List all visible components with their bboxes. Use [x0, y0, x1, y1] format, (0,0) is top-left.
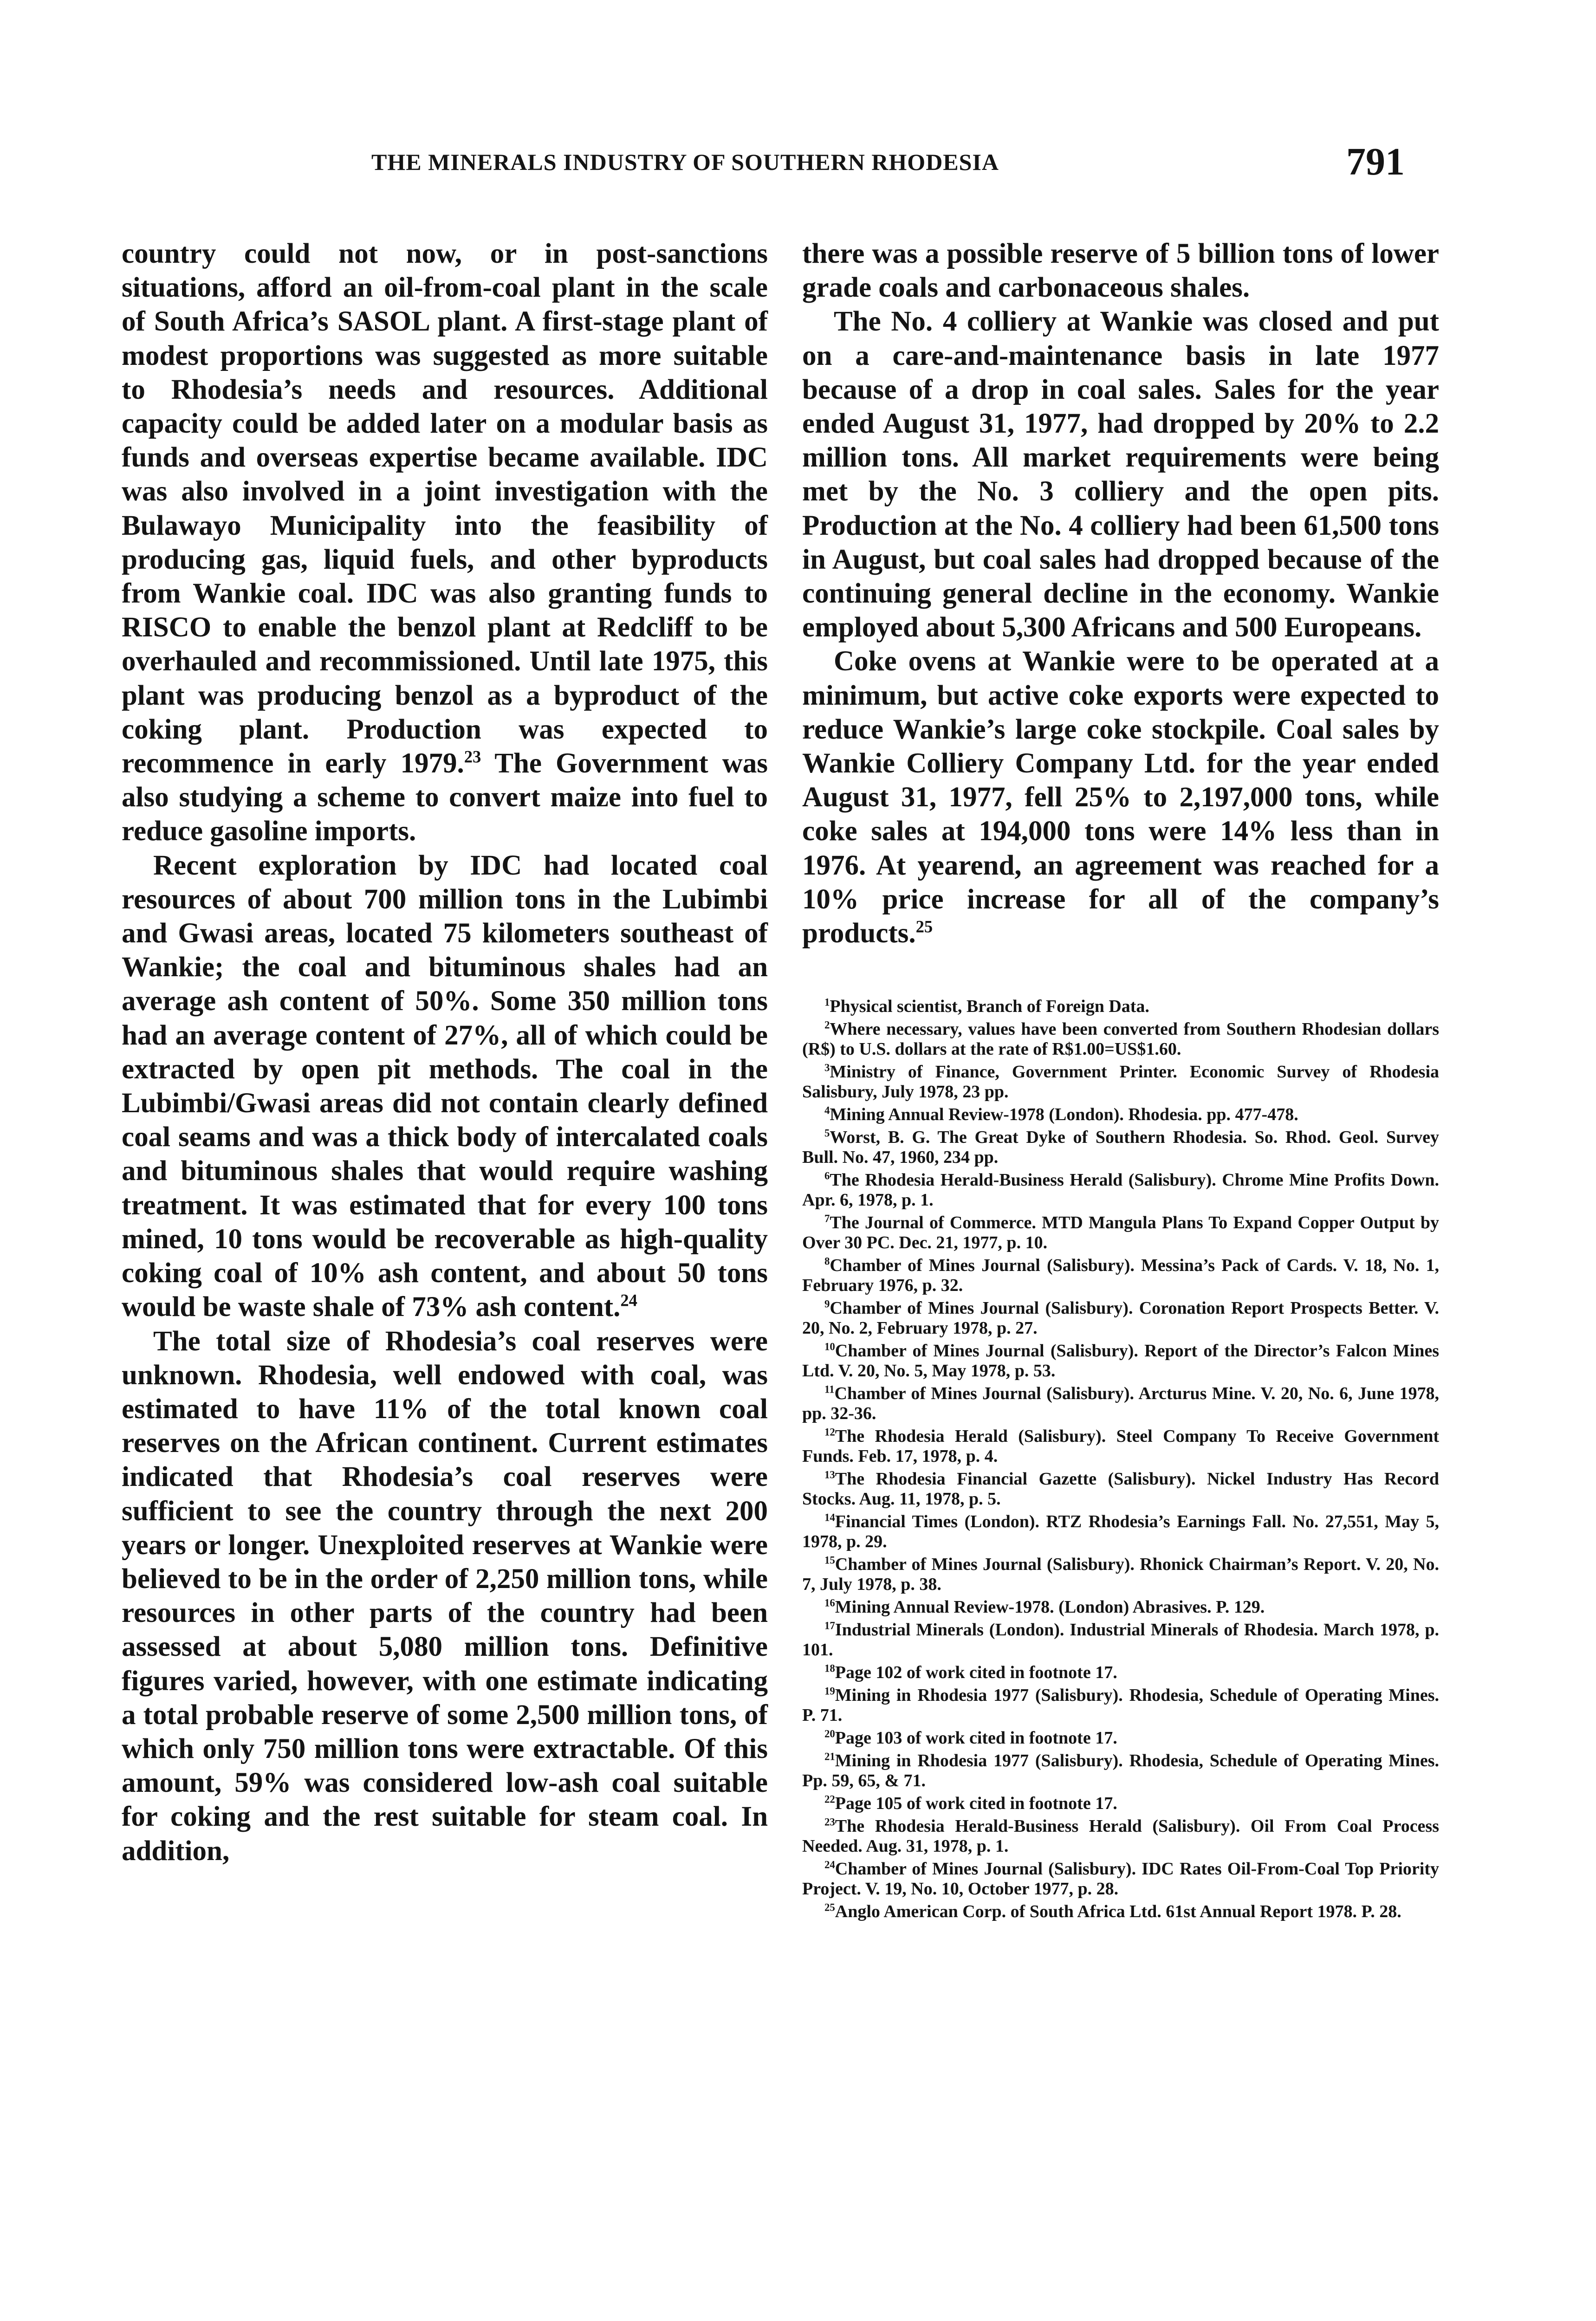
footnote-text: Worst, B. G. The Great Dyke of Southern Rhodesia. So. Rhod. Geol. Survey Bull. No. 47, 1960, 234 pp.: [802, 1128, 1439, 1167]
footnote-text: Industrial Minerals (London). Industrial Minerals of Rhodesia. March 1978, p. 101.: [802, 1620, 1439, 1660]
footnote-text: Anglo American Corp. of South Africa Ltd. 61st Annual Report 1978. P. 28.: [835, 1902, 1401, 1922]
footnote-text: Chamber of Mines Journal (Salisbury). Messina’s Pack of Cards. V. 18, No. 1, February 1976, p. 32.: [802, 1256, 1439, 1296]
footnote-number: 23: [824, 1816, 835, 1828]
footnote: [802, 1256, 1439, 1296]
footnote-number: 3: [824, 1062, 830, 1074]
footnote: [802, 1469, 1439, 1509]
footnote-number: 9: [824, 1298, 830, 1310]
footnote-text: Page 102 of work cited in footnote 17.: [835, 1663, 1117, 1683]
footnote-text: Chamber of Mines Journal (Salisbury). Coronation Report Prospects Better. V. 20, No. 2, February 1978, p. 27.: [802, 1298, 1439, 1338]
footnote: [802, 1728, 1439, 1748]
paragraph-text: The Government was also studying a scheme to convert maize into fuel to reduce gasoline imports.: [122, 748, 768, 847]
footnote: [802, 1512, 1439, 1552]
footnote-text: The Rhodesia Herald-Business Herald (Salisbury). Chrome Mine Profits Down. Apr. 6, 1978, p. 1.: [802, 1170, 1439, 1210]
footnote-number: 19: [824, 1685, 835, 1697]
footnote-number: 12: [824, 1426, 835, 1438]
footnote-number: 20: [824, 1728, 835, 1740]
footnote-number: 16: [824, 1597, 835, 1609]
footnote-text: Financial Times (London). RTZ Rhodesia’s Earnings Fall. No. 27,551, May 5, 1978, p. 29.: [802, 1512, 1439, 1552]
body-paragraph: [122, 237, 768, 849]
footnote-text: Page 105 of work cited in footnote 17.: [835, 1794, 1117, 1814]
footnote: [802, 1341, 1439, 1381]
footnote-number: 22: [824, 1793, 835, 1805]
footnote-text: The Rhodesia Financial Gazette (Salisbury). Nickel Industry Has Record Stocks. Aug. 11, 1978, p. 5.: [802, 1469, 1439, 1509]
footnote-text: Mining in Rhodesia 1977 (Salisbury). Rhodesia, Schedule of Operating Mines. P. 71.: [802, 1686, 1439, 1725]
footnote-text: The Journal of Commerce. MTD Mangula Plans To Expand Copper Output by Over 30 PC. Dec. 21, 1977, p. 10.: [802, 1213, 1439, 1253]
footnote-number: 17: [824, 1620, 835, 1632]
paragraph-text: Recent exploration by IDC had located coal resources of about 700 million tons in the Lubimbi and Gwasi areas, located 75 kilometers southeast of Wankie; the coal and bituminous shales had an average ash content of 50%. Some 350 million tons had an average content of 27%, all of which could be extracted by open pit methods. The coal in the Lubimbi/Gwasi areas did not contain clearly defined coal seams and was a thick body of intercalated coals and bituminous shales that would require washing treatment. It was estimated that for every 100 tons mined, 10 tons would be recoverable as high-quality coking coal of 10% ash content, and about 50 tons would be waste shale of 73% ash content.: [122, 849, 768, 1323]
footnote-text: Physical scientist, Branch of Foreign Data.: [830, 997, 1149, 1017]
footnote-number: 21: [824, 1750, 835, 1763]
footnotes: [802, 997, 1439, 1922]
footnote: [802, 1128, 1439, 1167]
footnote-text: Chamber of Mines Journal (Salisbury). Rhonick Chairman’s Report. V. 20, No. 7, July 1978, p. 38.: [802, 1555, 1439, 1595]
footnote-ref: 24: [620, 1290, 637, 1310]
footnote: [802, 1298, 1439, 1338]
footnote-text: Mining Annual Review-1978 (London). Rhodesia. pp. 477-478.: [830, 1105, 1298, 1125]
footnote-text: Mining Annual Review-1978. (London) Abrasives. P. 129.: [835, 1597, 1265, 1617]
footnote: [802, 1426, 1439, 1466]
footnote: [802, 1794, 1439, 1814]
footnote-number: 14: [824, 1511, 835, 1524]
body-paragraph: [802, 644, 1439, 950]
page-number: 791: [1346, 140, 1405, 183]
footnote: [802, 1686, 1439, 1725]
footnote: [802, 1859, 1439, 1899]
footnote-number: 6: [824, 1170, 830, 1182]
footnote: [802, 997, 1439, 1017]
footnote: [802, 1816, 1439, 1856]
footnote-number: 15: [824, 1554, 835, 1566]
body-paragraph: The No. 4 colliery at Wankie was closed and put on a care-and-maintenance basis in late 1977 because of a drop in coal sales. Sales for the year ended August 31, 1977, had dropped by 20% to 2.2 million tons. All market requirements were being met by the No. 3 colliery and the open pits. Production at the No. 4 colliery had been 61,500 tons in August, but coal sales had dropped because of the continuing general decline in the economy. Wankie employed about 5,300 Africans and 500 Europeans.: [802, 306, 1439, 643]
page-header: [0, 139, 1596, 195]
footnote-text: Chamber of Mines Journal (Salisbury). IDC Rates Oil-From-Coal Top Priority Project. V. 19, No. 10, October 1977, p. 28.: [802, 1859, 1439, 1899]
footnote-number: 10: [824, 1341, 835, 1353]
footnote-number: 25: [824, 1901, 835, 1913]
footnote-ref: 25: [915, 917, 933, 936]
footnote: [802, 1751, 1439, 1791]
footnote-text: Chamber of Mines Journal (Salisbury). Arcturus Mine. V. 20, No. 6, June 1978, pp. 32-36.: [802, 1384, 1439, 1424]
footnote-number: 4: [824, 1104, 830, 1116]
footnote: [802, 1384, 1439, 1424]
footnote: [802, 1062, 1439, 1102]
footnote-number: 11: [824, 1383, 835, 1395]
left-column: [122, 237, 768, 1868]
right-column: [802, 237, 1439, 1925]
footnote: [802, 1170, 1439, 1210]
footnote-number: 13: [824, 1469, 835, 1481]
footnote-number: 24: [824, 1859, 835, 1871]
footnote-text: The Rhodesia Herald-Business Herald (Salisbury). Oil From Coal Process Needed. Aug. 31, 1978, p. 1.: [802, 1816, 1439, 1856]
footnote: [802, 1213, 1439, 1253]
footnote: [802, 1019, 1439, 1059]
footnote-text: The Rhodesia Herald (Salisbury). Steel Company To Receive Government Funds. Feb. 17, 1978, p. 4.: [802, 1426, 1439, 1466]
footnote: [802, 1620, 1439, 1660]
body-paragraph: [122, 849, 768, 1324]
paragraph-text: Coke ovens at Wankie were to be operated at a minimum, but active coke exports were expected to reduce Wankie’s large coke stockpile. Coal sales by Wankie Colliery Company Ltd. for the year ended August 31, 1977, fell 25% to 2,197,000 tons, while coke sales at 194,000 tons were 14% less than in 1976. At yearend, an agreement was reached for a 10% price increase for all of the company’s products.: [802, 646, 1439, 949]
footnote-text: Chamber of Mines Journal (Salisbury). Report of the Director’s Falcon Mines Ltd. V. 20, No. 5, May 1978, p. 53.: [802, 1341, 1439, 1381]
footnote-text: Ministry of Finance, Government Printer. Economic Survey of Rhodesia Salisbury, July 1978, 23 pp.: [802, 1062, 1439, 1102]
footnote: [802, 1597, 1439, 1617]
running-title: THE MINERALS INDUSTRY OF SOUTHERN RHODESIA: [371, 149, 999, 175]
footnote: [802, 1555, 1439, 1595]
footnote-text: Where necessary, values have been converted from Southern Rhodesian dollars (R$) to U.S. dollars at the rate of R$1.00=US$1.60.: [802, 1019, 1439, 1059]
body-paragraph: there was a possible reserve of 5 billion tons of lower grade coals and carbonaceous shales.: [802, 238, 1439, 304]
footnote-ref: 23: [464, 747, 481, 766]
footnote: [802, 1663, 1439, 1683]
footnote-text: Page 103 of work cited in footnote 17.: [835, 1728, 1117, 1748]
footnote: [802, 1902, 1439, 1922]
footnote-text: Mining in Rhodesia 1977 (Salisbury). Rhodesia, Schedule of Operating Mines. Pp. 59, 65, & 71.: [802, 1751, 1439, 1791]
footnote-number: 8: [824, 1255, 830, 1267]
footnote-number: 5: [824, 1127, 830, 1139]
paragraph-text: country could not now, or in post-sanctions situations, afford an oil-from-coal plant in the scale of South Africa’s SASOL plant. A first-stage plant of modest proportions was suggested as more suitable to Rhodesia’s needs and resources. Additional capacity could be added later on a modular basis as funds and overseas expertise became available. IDC was also involved in a joint investigation with the Bulawayo Municipality into the feasibility of producing gas, liquid fuels, and other byproducts from Wankie coal. IDC was also granting funds to RISCO to enable the benzol plant at Redcliff to be overhauled and recommissioned. Until late 1975, this plant was producing benzol as a byproduct of the coking plant. Production was expected to recommence in early 1979.: [122, 238, 768, 779]
footnote: [802, 1105, 1439, 1125]
footnote-number: 1: [824, 996, 830, 1008]
body-paragraph: The total size of Rhodesia’s coal reserves were unknown. Rhodesia, well endowed with coal, was estimated to have 11% of the total known coal reserves on the African continent. Current estimates indicated that Rhodesia’s coal reserves were sufficient to see the country through the next 200 years or longer. Unexploited reserves at Wankie were believed to be in the order of 2,250 million tons, while resources in other parts of the country had been assessed at about 5,080 million tons. Definitive figures varied, however, with one estimate indicating a total probable reserve of some 2,500 million tons, of which only 750 million tons were extractable. Of this amount, 59% was considered low-ash coal suitable for coking and the rest suitable for steam coal. In addition,: [122, 1325, 768, 1867]
footnote-number: 18: [824, 1662, 835, 1674]
footnote-number: 7: [824, 1212, 830, 1225]
footnote-number: 2: [824, 1019, 830, 1031]
